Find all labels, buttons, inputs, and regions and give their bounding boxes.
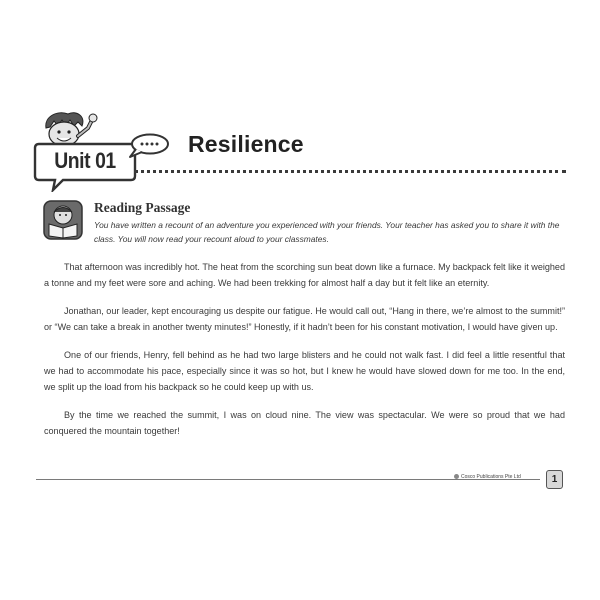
passage-paragraph: Jonathan, our leader, kept encouraging us despite our fatigue. He would call out, “Hang in there, we’re almost to the summit!” or “We can take a break in another twenty minutes!” Honestly, if it hadn’t been for his constant motivation, I would have given up. [44,305,565,333]
title-dotted-divider [134,170,566,173]
page-number: 1 [546,470,563,489]
reading-child-icon [43,200,83,240]
passage-paragraph: That afternoon was incredibly hot. The heat from the scorching sun beat down like a furnace. My backpack felt like it weighed a tonne and my feet were sore and aching. We had been trekking for almost half a day but it felt like an eternity. [44,262,565,289]
publisher-credit [454,474,521,480]
passage-paragraph: By the time we reached the summit, I was on cloud nine. The view was spectacular. We were so proud that we had conquered the mountain together! [44,409,565,437]
publisher-name: Cosco Publications Pte Ltd [461,474,521,480]
section-instructions: You have written a recount of an adventure you experienced with your friends. Your teacher has asked you to share it with the class. You will now read your recount aloud to your classmates. [94,220,560,244]
passage-paragraph: One of our friends, Henry, fell behind as he had two large blisters and he could not walk fast. I did feel a little resentful that we had to accommodate his pace, especially since it was so hot, but I knew he would have slowed down for me too. In the end, we split up the load from his backpack so he could keep up with us. [44,349,565,393]
dots-speech-bubble [128,133,170,159]
publisher-logo-icon [454,474,459,479]
unit-title: Resilience [188,131,304,157]
section-heading: Reading Passage [94,200,191,215]
unit-label: Unit 01 [54,148,116,173]
reading-passage [44,259,565,451]
